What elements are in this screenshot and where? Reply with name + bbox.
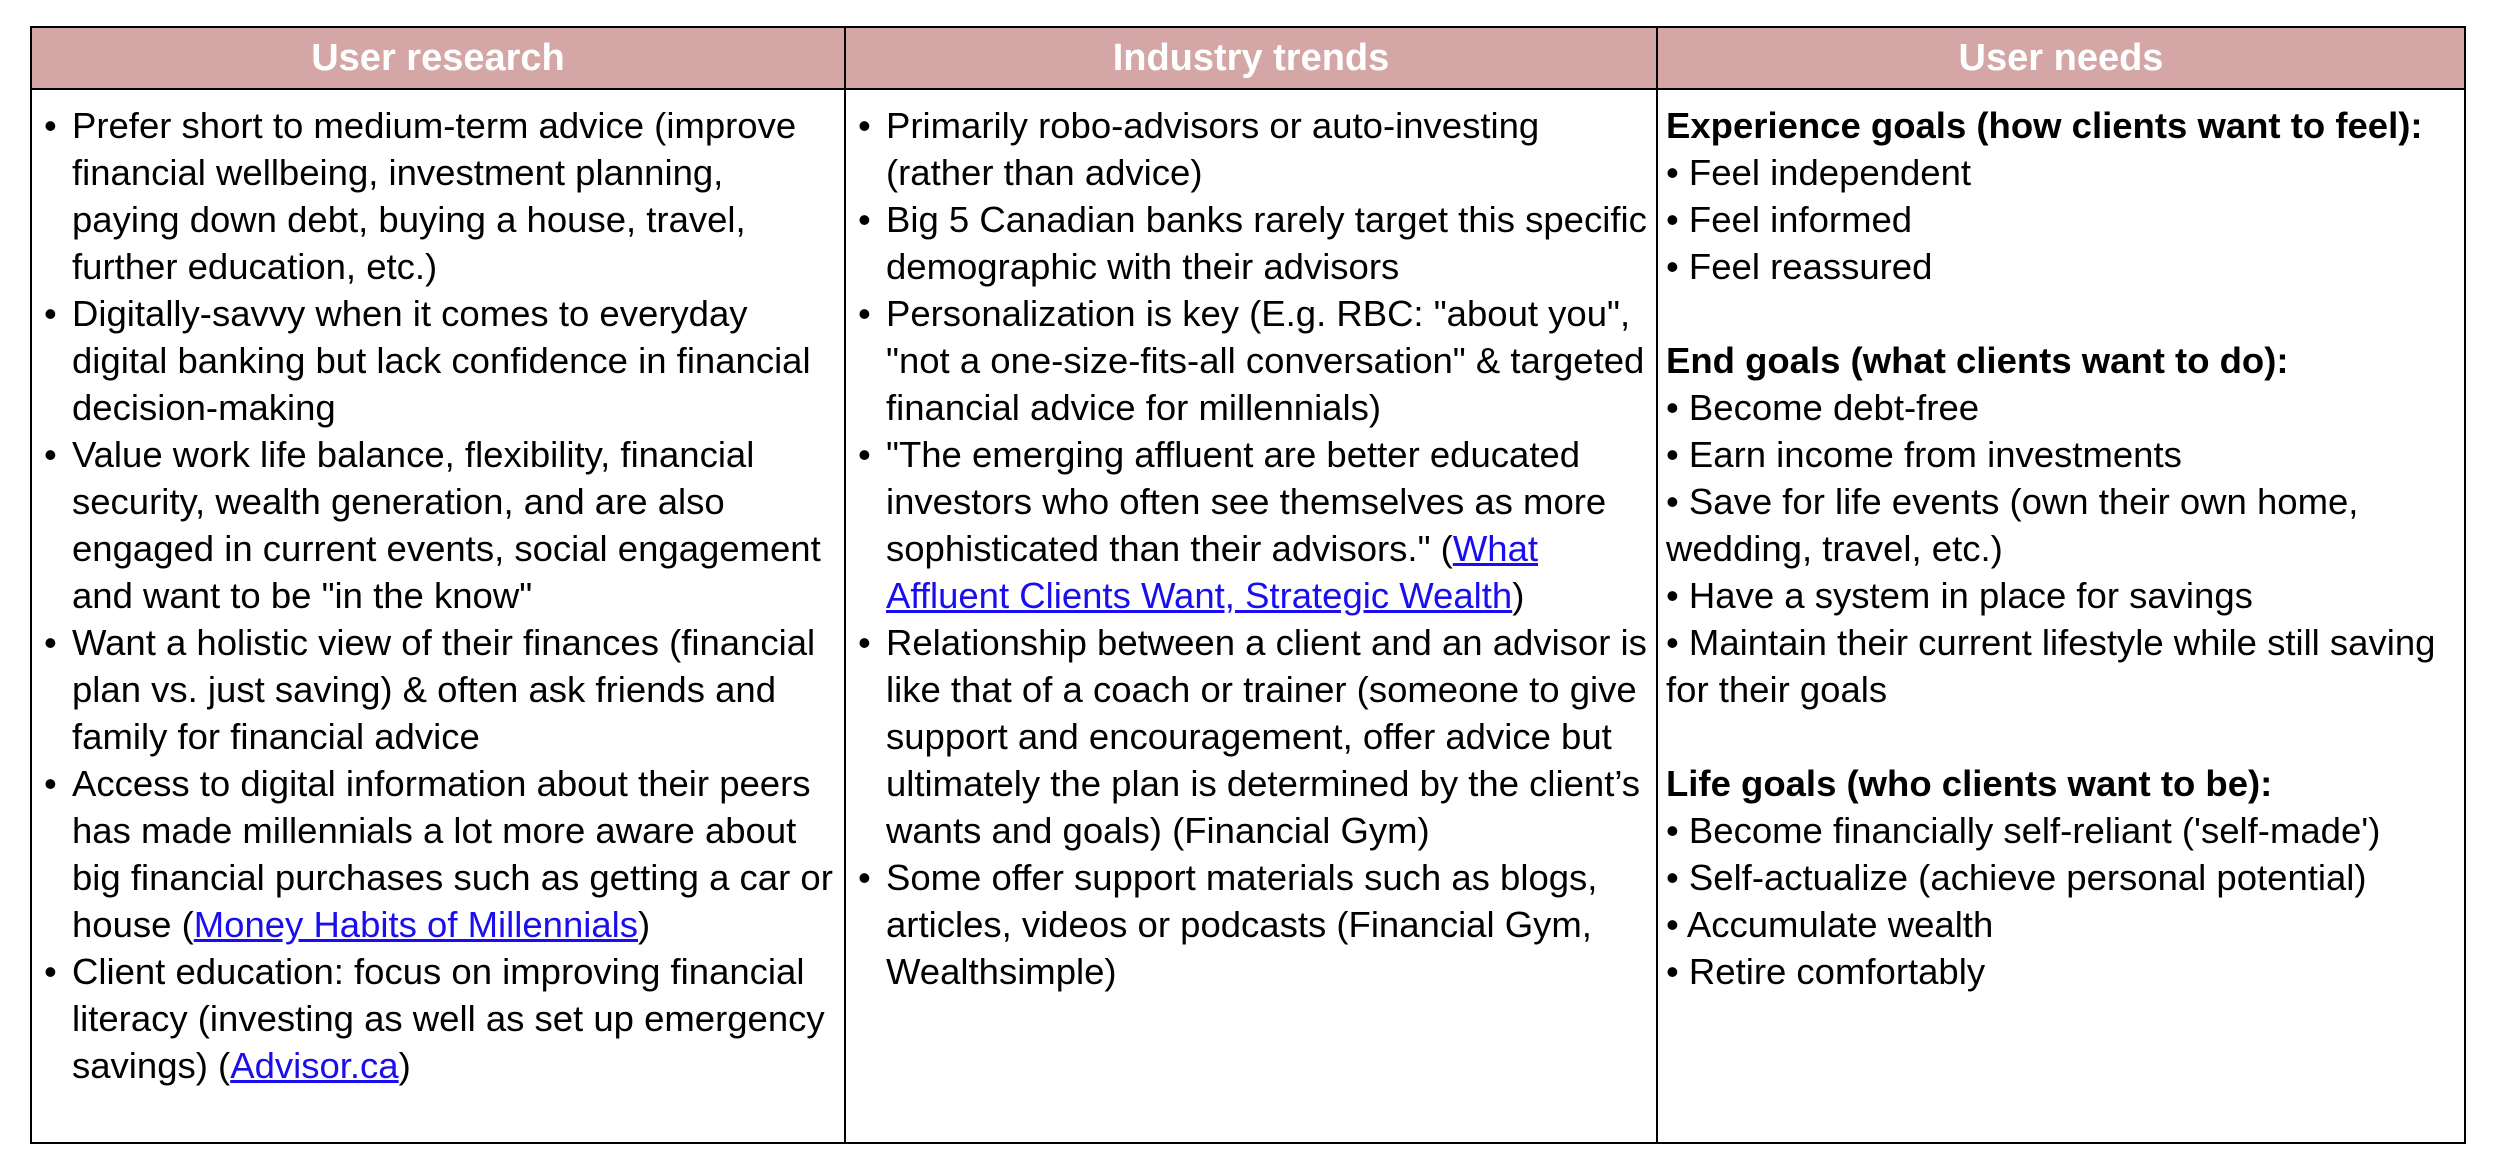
list-item: • Big 5 Canadian banks rarely target this specific demographic with their advisors <box>854 196 1648 290</box>
section-heading: End goals (what clients want to do): <box>1666 340 2289 381</box>
list-item: • Primarily robo-advisors or auto-investing (rather than advice) <box>854 102 1648 196</box>
list-item: • Digitally-savvy when it comes to everyday digital banking but lack confidence in financial decision-making <box>40 290 836 431</box>
comparison-table <box>30 26 2466 1144</box>
section-life-goals <box>1666 760 2456 995</box>
list-item: • Feel independent <box>1666 152 1972 193</box>
column-user-research <box>32 28 844 1142</box>
column-header: Industry trends <box>846 28 1656 90</box>
section-heading: Experience goals (how clients want to feel): <box>1666 105 2423 146</box>
money-habits-link[interactable]: Money Habits of Millennials <box>193 904 639 945</box>
list-item: • Accumulate wealth <box>1666 904 1994 945</box>
affluent-clients-link[interactable]: What Affluent Clients Want, Strategic Wealth <box>886 528 1539 616</box>
list-item: • Become financially self-reliant ('self-made') <box>1666 810 2381 851</box>
column-industry-trends <box>844 28 1656 1142</box>
column-user-needs <box>1656 28 2464 1142</box>
column-header: User research <box>32 28 844 90</box>
list-item: • Become debt-free <box>1666 387 1980 428</box>
section-experience-goals <box>1666 102 2456 290</box>
list-item: • Save for life events (own their own home, wedding, travel, etc.) <box>1666 481 2359 569</box>
list-item: • Retire comfortably <box>1666 951 1986 992</box>
research-list <box>40 102 836 1089</box>
list-item: • Value work life balance, flexibility, financial security, wealth generation, and are also engaged in current events, social engagement and want to be "in the know" <box>40 431 836 619</box>
list-item: • Want a holistic view of their finances (financial plan vs. just saving) & often ask friends and family for financial advice <box>40 619 836 760</box>
trends-list <box>854 102 1648 995</box>
spacer <box>1666 290 2456 337</box>
section-end-goals <box>1666 337 2456 713</box>
list-item: • "The emerging affluent are better educated investors who often see themselves as more sophisticated than their advisors." (What Affluent Clients Want, Strategic Wealth) <box>854 431 1648 619</box>
list-item: • Access to digital information about their peers has made millennials a lot more aware about big financial purchases such as getting a car or house (Money Habits of Millennials) <box>40 760 836 948</box>
list-item: • Feel reassured <box>1666 246 1933 287</box>
list-item: • Feel informed <box>1666 199 1913 240</box>
section-heading: Life goals (who clients want to be): <box>1666 763 2273 804</box>
spacer <box>1666 713 2456 760</box>
list-item: • Maintain their current lifestyle while still saving for their goals <box>1666 622 2436 710</box>
list-item: • Earn income from investments <box>1666 434 2182 475</box>
column-header: User needs <box>1658 28 2464 90</box>
list-item: • Prefer short to medium-term advice (improve financial wellbeing, investment planning, paying down debt, buying a house, travel, further education, etc.) <box>40 102 836 290</box>
list-item: • Client education: focus on improving financial literacy (investing as well as set up emergency savings) (Advisor.ca) <box>40 948 836 1089</box>
list-item: • Personalization is key (E.g. RBC: "about you", "not a one-size-fits-all conversation" & targeted financial advice for millennials) <box>854 290 1648 431</box>
list-item: • Have a system in place for savings <box>1666 575 2253 616</box>
list-item: • Relationship between a client and an advisor is like that of a coach or trainer (someone to give support and encouragement, offer advice but ultimately the plan is determined by the client’s wants and goals) (Financial Gym) <box>854 619 1648 854</box>
list-item: • Some offer support materials such as blogs, articles, videos or podcasts (Financial Gym, Wealthsimple) <box>854 854 1648 995</box>
advisor-ca-link[interactable]: Advisor.ca <box>230 1045 399 1086</box>
list-item: • Self-actualize (achieve personal potential) <box>1666 857 2367 898</box>
